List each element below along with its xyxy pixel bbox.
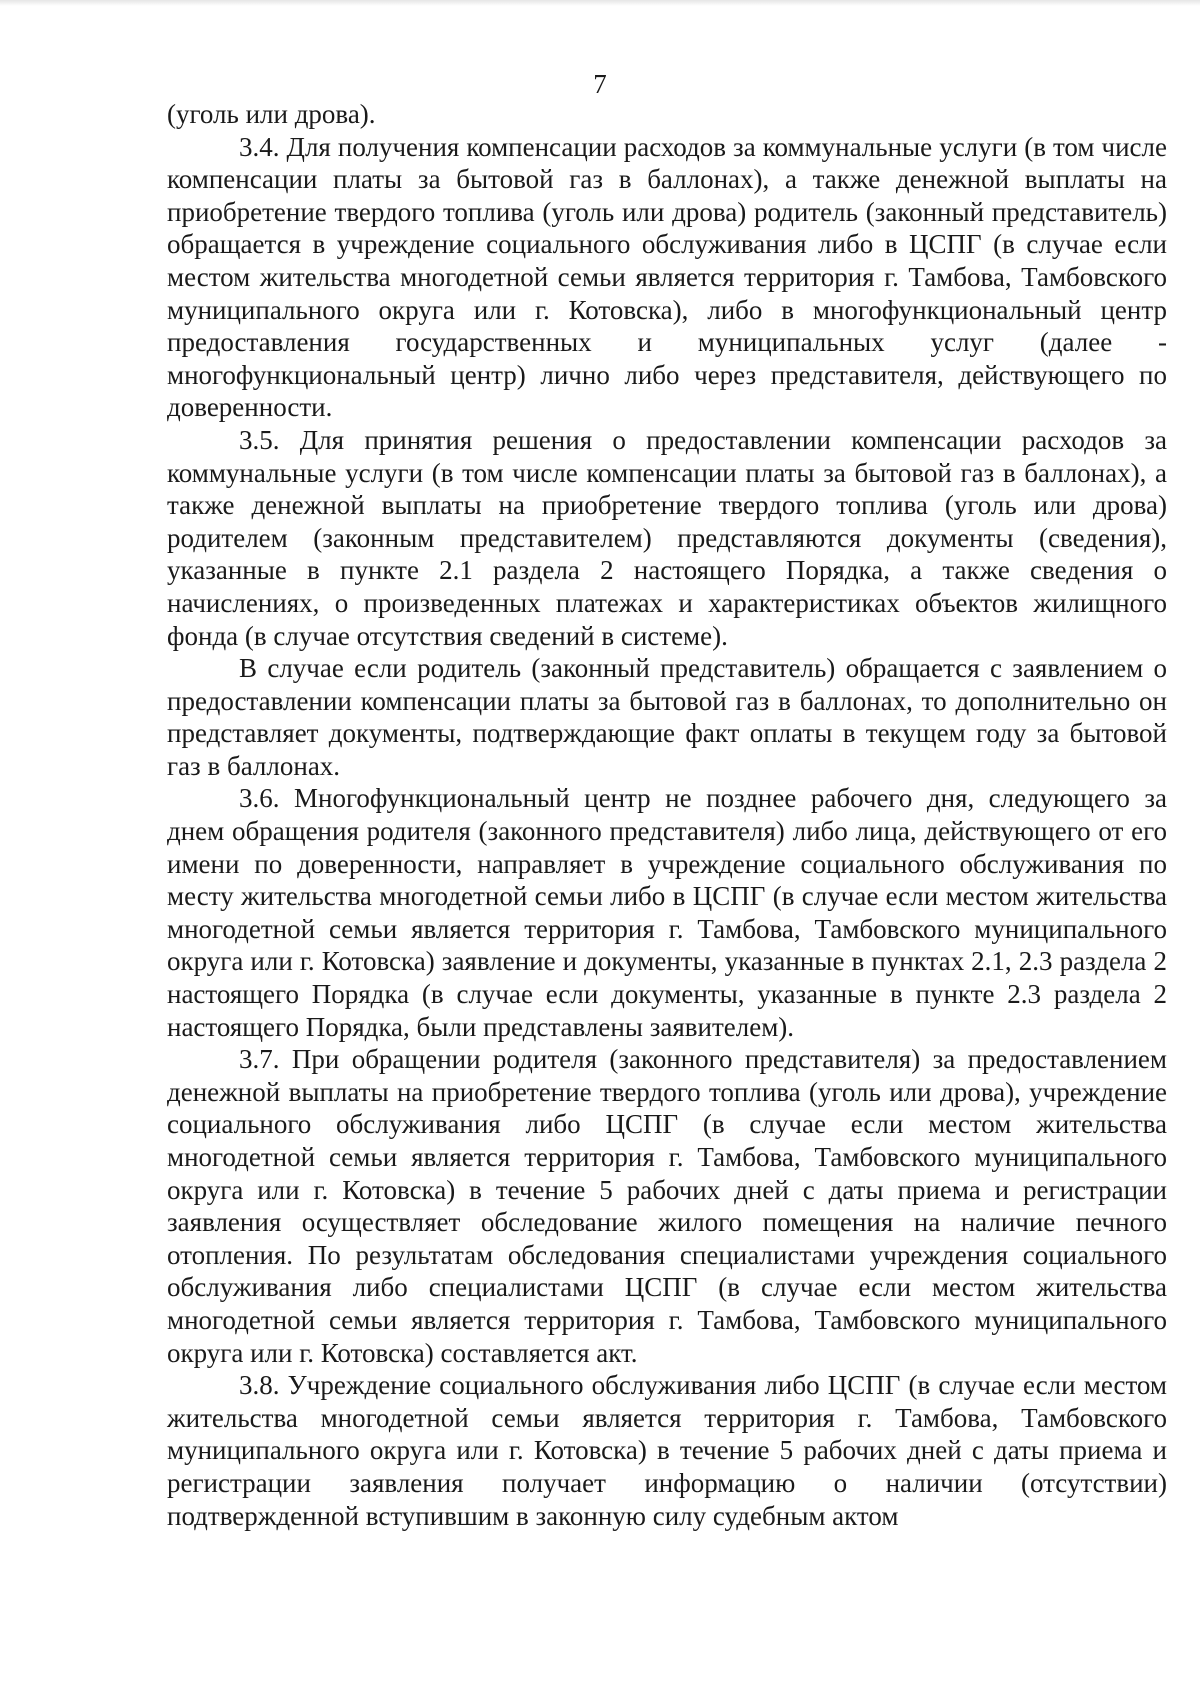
document-body <box>167 98 1167 1532</box>
paragraph-3-5: 3.5. Для принятия решения о предоставлении компенсации расходов за коммунальные услуги (в том числе компенсации платы за бытовой газ в баллонах), а также денежной выплаты на приобретение твердого топлива (уголь или дрова) родителем (законным представителем) представляются документы (сведения), указанные в пункте 2.1 раздела 2 настоящего Порядка, а также сведения о начислениях, о произведенных платежах и характеристиках объектов жилищного фонда (в случае отсутствия сведений в системе). <box>167 424 1167 651</box>
paragraph-3-4: 3.4. Для получения компенсации расходов за коммунальные услуги (в том числе компенсации платы за бытовой газ в баллонах), а также денежной выплаты на приобретение твердого топлива (уголь или дрова) родитель (законный представитель) обращается в учреждение социального обслуживания либо в ЦСПГ (в случае если местом жительства многодетной семьи является территория г. Тамбова, Тамбовского муниципального округа или г. Котовска), либо в многофункциональный центр предоставления государственных и муниципальных услуг (далее - многофункциональный центр) лично либо через представителя, действующего по доверенности. <box>167 131 1167 423</box>
paragraph-3-8: 3.8. Учреждение социального обслуживания либо ЦСПГ (в случае если местом жительства многодетной семьи является территория г. Тамбова, Тамбовского муниципального округа или г. Котовска) в течение 5 рабочих дней с даты приема и регистрации заявления получает информацию о наличии (отсутствии) подтвержденной вступившим в законную силу судебным актом <box>167 1370 1167 1531</box>
paragraph-3-5-gas-cylinders: В случае если родитель (законный представитель) обращается с заявлением о предоставлении компенсации платы за бытовой газ в баллонах, то дополнительно он представляет документы, подтверждающие факт оплаты в текущем году за бытовой газ в баллонах. <box>167 653 1167 781</box>
scan-edge <box>0 0 1200 6</box>
paragraph-3-6: 3.6. Многофункциональный центр не позднее рабочего дня, следующего за днем обращения родителя (законного представителя) либо лица, действующего от его имени по доверенности, направляет в учреждение социального обслуживания по месту жительства многодетной семьи либо в ЦСПГ (в случае если местом жительства многодетной семьи является территория г. Тамбова, Тамбовского муниципального округа или г. Котовска) заявление и документы, указанные в пунктах 2.1, 2.3 раздела 2 настоящего Порядка (в случае если документы, указанные в пункте 2.3 раздела 2 настоящего Порядка, были представлены заявителем). <box>167 783 1167 1042</box>
paragraph-3-7: 3.7. При обращении родителя (законного представителя) за предоставлением денежной выплаты на приобретение твердого топлива (уголь или дрова), учреждение социального обслуживания либо ЦСПГ (в случае если местом жительства многодетной семьи является территория г. Тамбова, Тамбовского муниципального округа или г. Котовска) в течение 5 рабочих дней с даты приема и регистрации заявления осуществляет обследование жилого помещения на наличие печного отопления. По результатам обследования специалистами учреждения социального обслуживания либо специалистами ЦСПГ (в случае если местом жительства многодетной семьи является территория г. Тамбова, Тамбовского муниципального округа или г. Котовска) составляется акт. <box>167 1044 1167 1368</box>
paragraph-continuation: (уголь или дрова). <box>167 99 376 129</box>
page-number: 7 <box>593 69 607 99</box>
